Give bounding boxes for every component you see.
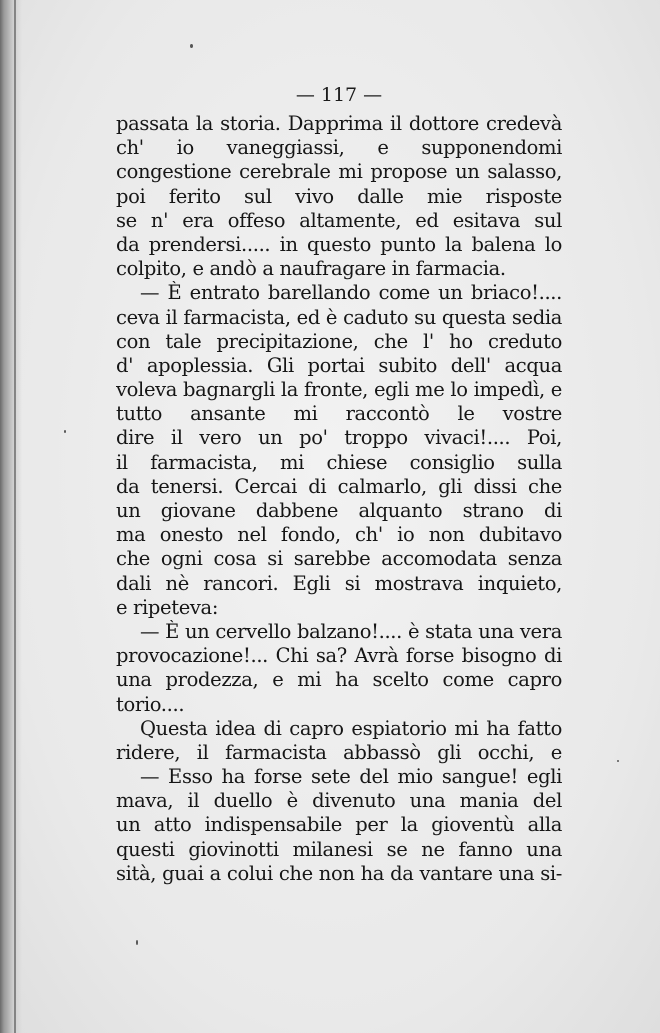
text-line: sità, guai a colui che non ha da vantare una si- <box>116 861 562 885</box>
text-line: un giovane dabbene alquanto strano di <box>116 499 562 523</box>
paper-speck <box>64 430 66 433</box>
page-number: — 117 — <box>295 84 383 106</box>
text-line: colpito, e andò a naufragare in farmacia. <box>116 257 506 281</box>
text-line: ma onesto nel fondo, ch' io non dubitavo <box>116 523 562 547</box>
text-line: che ogni cosa si sarebbe accomodata senza <box>116 547 562 571</box>
text-line: mava, il duello è divenuto una mania del <box>116 789 562 813</box>
text-line: questi giovinotti milanesi se ne fanno una <box>116 837 562 861</box>
text-line: dali nè rancori. Egli si mostrava inquieto, <box>116 571 562 595</box>
text-line: poi ferito sul vivo dalle mie risposte <box>116 184 562 208</box>
text-line: se n' era offeso altamente, ed esitava sul <box>116 208 562 232</box>
text-line: con tale precipitazione, che l' ho creduto <box>116 329 562 353</box>
text-line: il farmacista, mi chiese consiglio sulla <box>116 450 562 474</box>
text-line: — Esso ha forse sete del mio sangue! egli <box>140 765 562 789</box>
text-line: ridere, il farmacista abbassò gli occhi, e <box>116 740 562 764</box>
text-line: provocazione!... Chi sa? Avrà forse bisogno di <box>116 644 562 668</box>
text-line: ch' io vaneggiassi, e supponendomi <box>116 136 562 160</box>
text-line: torio.... <box>116 692 185 716</box>
text-line: congestione cerebrale mi propose un salasso, <box>116 160 562 184</box>
text-line: e ripeteva: <box>116 595 219 619</box>
text-line: passata la storia. Dapprima il dottore credevà <box>116 112 562 135</box>
text-line: da tenersi. Cercai di calmarlo, gli dissi che <box>116 474 562 498</box>
paper-speck <box>617 760 619 762</box>
text-line: da prendersi..... in questo punto la balena lo <box>116 232 562 256</box>
text-line: dire il vero un po' troppo vivaci!.... Poi, <box>116 426 562 450</box>
text-line: una prodezza, e mi ha scelto come capro <box>116 668 562 692</box>
page-gutter-shadow <box>0 0 22 1033</box>
text-line: tutto ansante mi raccontò le vostre <box>116 402 562 426</box>
text-line: — È un cervello balzano!.... è stata una vera <box>140 619 562 643</box>
text-line: Questa idea di capro espiatorio mi ha fatto <box>140 716 562 740</box>
text-line: un atto indispensabile per la gioventù alla <box>116 813 562 837</box>
text-line: ceva il farmacista, ed è caduto su questa sedia <box>116 305 562 329</box>
text-line: voleva bagnargli la fronte, egli me lo impedì, e <box>116 378 562 402</box>
text-line: d' apoplessia. Gli portai subito dell' acqua <box>116 353 562 377</box>
body-text <box>116 112 562 886</box>
page-binding-edge <box>14 0 16 1033</box>
paper-speck <box>190 44 193 48</box>
text-line: — È entrato barellando come un briaco!.... <box>140 281 562 305</box>
paper-speck <box>136 940 138 945</box>
